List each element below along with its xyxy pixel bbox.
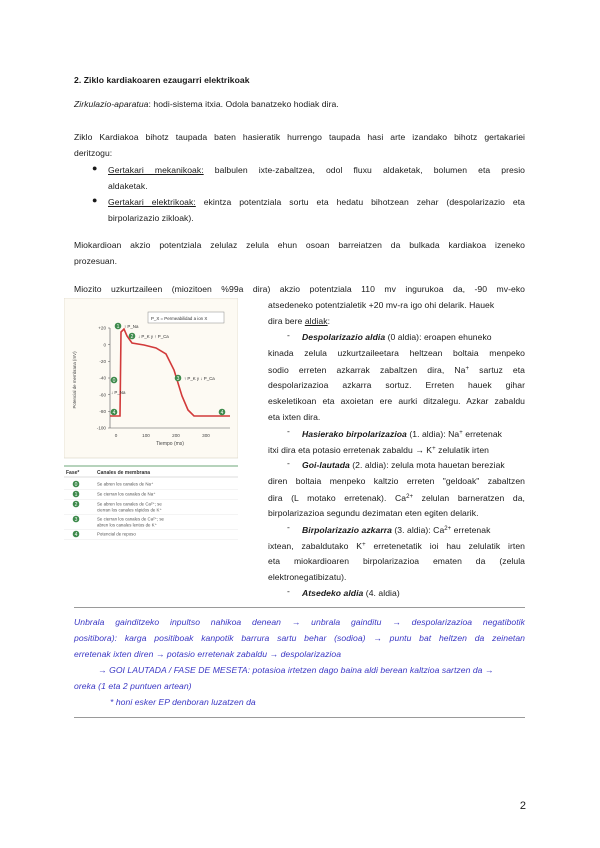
note-line-3: erretenak ixten diren → potasio erretenak zabaldu → despolarizazioa bbox=[74, 649, 342, 659]
note-line-5: oreka (1 eta 2 puntuen artean) bbox=[74, 681, 192, 691]
note-line-4: → GOI LAUTADA / FASE DE MESETA: potasioa irtetzen dago baina aldi berean kaltzioa sartzen da → bbox=[98, 665, 494, 675]
table-row-text: Se abren los canales de Ca²⁺; se bbox=[97, 501, 162, 507]
table-header-channels: Canales de membrana bbox=[97, 470, 151, 476]
miokardio-line-2: prozesuan. bbox=[74, 256, 118, 266]
note-line-1: Unbrala gainditzeko inpultso nahikoa denean → unbrala gainditu → despolarizazioa negatibotik bbox=[74, 617, 525, 627]
phase-1-l2: itxi dira eta potasio erretenak zabaldu → K+ zelulatik irten bbox=[268, 445, 489, 455]
phase-3-l4: elektronegatibizatu). bbox=[268, 572, 347, 582]
phase-marker-4a-text: 4 bbox=[112, 410, 116, 416]
phase-1-title: Hasierako birpolarizazioa (1. aldia): Na+ erretenak bbox=[302, 429, 503, 439]
bullet-electrical: Gertakari elektrikoak: ekintza potentziala sortu eta hedatu bihotzean zehar (despolarizazio eta bbox=[108, 197, 525, 207]
table-phase-number: 1 bbox=[74, 491, 78, 498]
phase-2-l3: dira (L motako erretenak). $Ca^{2+}$ zelulan barneratzen da, bbox=[268, 493, 525, 503]
x-tick-label: 100 bbox=[142, 433, 150, 438]
x-tick-label: 300 bbox=[202, 433, 210, 438]
phase-0-l2: kinada zelula uzkurtzaileetara heltzean boltaia menpeko bbox=[268, 348, 525, 358]
intro-line bbox=[74, 97, 339, 113]
intro-rest: : hodi-sistema itxia. Odola banatzeko hodiak dira. bbox=[148, 99, 339, 109]
bullet-electrical-cont: birpolarizazio zikloak). bbox=[108, 213, 194, 223]
page-number: 2 bbox=[519, 800, 526, 812]
phase-3-l3: eta miokardioaren birpolarizazioa ematen da (zelula bbox=[268, 556, 525, 566]
note-line-6: * honi esker EP denboran luzatzen da bbox=[110, 697, 256, 707]
phase-0-title: Despolarizazio aldia (0 aldia): eroapen ehuneko bbox=[302, 332, 492, 342]
phase-4-title: Atsedeko aldia (4. aldia) bbox=[302, 588, 400, 598]
miozito-line-1: Miozito uzkurtzaileen (miozitoen %99a dira) akzio potentziala 110 mv ingurukoa da, -90 mv-eko bbox=[74, 284, 525, 294]
intro-term: Zirkulazio-aparatua bbox=[74, 99, 149, 109]
phase-marker-3-text: 3 bbox=[176, 376, 180, 382]
phase-table bbox=[64, 466, 238, 540]
phase-0-l3: sodio erreten azkarrak zabaltzen dira, Na+ sartuz eta bbox=[268, 365, 525, 375]
miokardio-line-1: Miokardioan akzio potentziala zelulaz zelula ehun osoan barreiatzen da bulkada kardiakoa izeneko bbox=[74, 240, 525, 250]
table-row-text: Se cierran los canales de Na⁺ bbox=[97, 491, 156, 497]
x-tick-label: 0 bbox=[114, 433, 118, 438]
phase-marker-2-text: 2 bbox=[130, 334, 134, 340]
table-rows bbox=[64, 481, 238, 540]
phase-marker-1-text: 1 bbox=[116, 324, 120, 330]
action-potential-figure bbox=[64, 298, 238, 556]
table-row-text: Potencial de reposo bbox=[97, 531, 136, 537]
table-phase-number: 0 bbox=[74, 481, 78, 488]
dash: - bbox=[287, 426, 290, 436]
y-tick-label: -80 bbox=[99, 408, 106, 414]
cycle-line-2: deritzogu: bbox=[74, 148, 113, 158]
divider-bottom bbox=[74, 717, 525, 718]
phase-marker-0-text: 0 bbox=[112, 378, 116, 384]
dash: - bbox=[287, 458, 290, 468]
dash: - bbox=[287, 522, 290, 532]
annot-pk-down: ↓ P_K y ↑ P_Ca bbox=[138, 334, 169, 339]
y-tick-label: -40 bbox=[99, 375, 106, 381]
phase-0-l5: eskeletikoan eta axoietan ere aurki ditzalegu. Azkar zabaldu bbox=[268, 396, 525, 406]
cycle-line-1: Ziklo Kardiakoa bihotz taupada baten hasieratik hurrengo taupada hasi arte izandako bihotz gertakariei bbox=[74, 132, 525, 142]
y-tick-label: 0 bbox=[103, 342, 106, 348]
x-tick-label: 200 bbox=[172, 433, 180, 438]
divider-top bbox=[74, 607, 525, 608]
y-tick-label: -20 bbox=[99, 358, 106, 364]
bullet-dot: ● bbox=[92, 195, 98, 205]
annot-pk-up: ↑ P_K y ↓ P_Ca bbox=[184, 376, 215, 381]
x-axis-label: Tiempo (ms) bbox=[156, 441, 184, 447]
bullet-mechanical: Gertakari mekanikoak: balbulen ixte-zabaltzea, odol fluxu aldaketak, bolumen eta presio bbox=[108, 165, 525, 175]
table-phase-number: 3 bbox=[74, 516, 78, 523]
bullet-mechanical-cont: aldaketak. bbox=[108, 181, 148, 191]
section-heading: 2. Ziklo kardiakoaren ezaugarri elektrikoak bbox=[74, 75, 250, 85]
bullet-dot: ● bbox=[92, 163, 98, 173]
y-tick-label: +20 bbox=[98, 325, 106, 331]
dash: - bbox=[287, 586, 290, 596]
y-tick-label: -100 bbox=[96, 425, 106, 431]
y-axis-label: Potencial de membrana (mV) bbox=[72, 351, 77, 409]
table-row-text: cierran los canales rápidos de K⁺ bbox=[97, 507, 162, 513]
table-row-text: abren los canales lentos de K⁺ bbox=[97, 522, 157, 528]
miozito-line-3: dira bere aldiak: bbox=[268, 316, 331, 326]
phase-2-title: Goi-lautada (2. aldia): zelula mota hauetan bereziak bbox=[302, 460, 505, 470]
phase-3-l2: ixtean, zabaldutako K+ erretenetatik ioi hau zelulatik irten bbox=[268, 541, 525, 551]
table-row-text: Se abren los canales de Na⁺ bbox=[97, 481, 154, 487]
miozito-line-2: atsedeneko potentzialetik +20 mv-ra igo ohi delarik. Hauek bbox=[268, 300, 495, 310]
table-phase-number: 4 bbox=[74, 531, 78, 538]
table-phase-number: 2 bbox=[74, 501, 78, 508]
figure-svg bbox=[64, 298, 238, 556]
phase-3-title: Birpolarizazio azkarra (3. aldia): $Ca^{2+}$ erretenak bbox=[302, 525, 491, 535]
phase-2-l2: diren boltaia menpeko kaltzio erreten "geldoak" zabaltzen bbox=[268, 476, 525, 486]
legend-text: P_X = Permeabilidad a ion X bbox=[151, 316, 208, 321]
phase-marker-4b-text: 4 bbox=[220, 410, 224, 416]
phase-0-l4: despolarizazioa azkarra sortuz. Erreten hauek gihar bbox=[268, 380, 525, 390]
phase-0-l6: eta ixten dira. bbox=[268, 412, 321, 422]
dash: - bbox=[287, 330, 290, 340]
table-row-text: Se cierran los canales de Ca²⁺; se bbox=[97, 516, 164, 522]
phase-2-l4: birpolarizazioa segundu dezimatan eten egiten delarik. bbox=[268, 508, 479, 518]
y-tick-label: -60 bbox=[99, 392, 106, 398]
annot-pna-down: ↓ P_Na bbox=[111, 390, 126, 395]
note-line-2: positibora): karga positiboak kanpotik barrura sartu behar (sodioa) → puntu bat heltzen da zeinetan bbox=[74, 633, 525, 643]
table-header-phase: Fase* bbox=[66, 470, 80, 476]
annot-pna-up: ↑ P_Na bbox=[124, 324, 139, 329]
